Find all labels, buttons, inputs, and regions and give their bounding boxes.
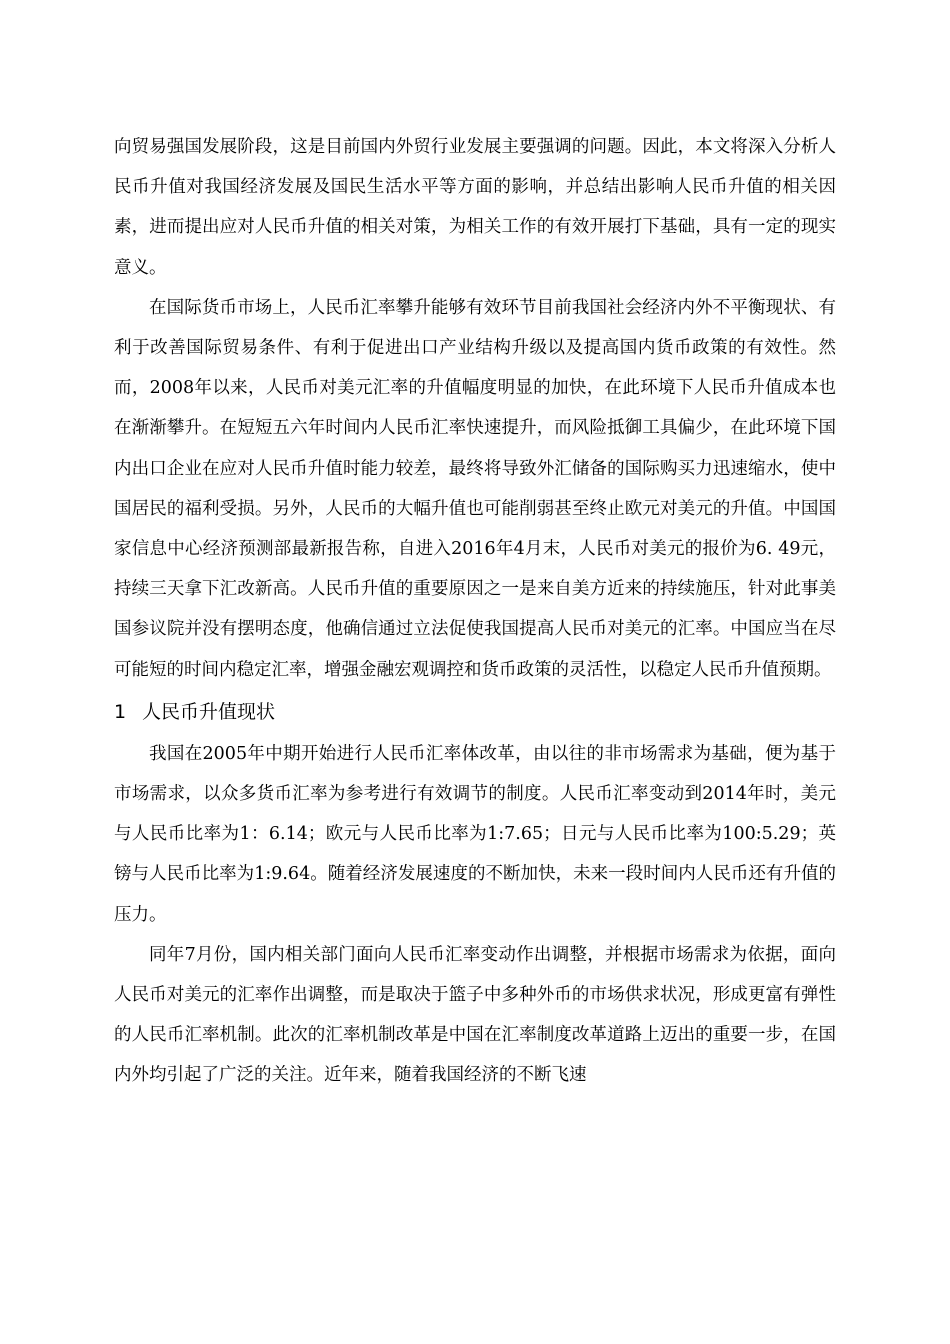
section-title: 人民币升值现状 [142, 700, 276, 723]
document-page [114, 127, 836, 1096]
paragraph-intro-continued: 向贸易强国发展阶段，这是目前国内外贸行业发展主要强调的问题。因此，本文将深入分析人民币升值对我国经济发展及国民生活水平等方面的影响，并总结出影响人民币升值的相关因素，进而提出应对人民币升值的相关对策，为相关工作的有效开展打下基础，具有一定的现实意义。 [114, 137, 836, 278]
paragraph-july-adjustment: 同年7月份，国内相关部门面向人民币汇率变动作出调整，并根据市场需求为依据，面向人民币对美元的汇率作出调整，而是取决于篮子中多种外币的市场供求状况，形成更富有弹性的人民币汇率机制。此次的汇率机制改革是中国在汇率制度改革道路上迈出的重要一步，在国内外均引起了广泛的关注。近年来，随着我国经济的不断飞速 [114, 944, 836, 1086]
section-number: 1 [114, 700, 127, 723]
paragraph-exchange-rate-background: 在国际货币市场上，人民币汇率攀升能够有效环节目前我国社会经济内外不平衡现状、有利于改善国际贸易条件、有利于促进出口产业结构升级以及提高国内货币政策的有效性。然而，2008年以来，人民币对美元汇率的升值幅度明显的加快，在此环境下人民币升值成本也在渐渐攀升。在短短五六年时间内人民币汇率快速提升，而风险抵御工具偏少，在此环境下国内出口企业在应对人民币升值时能力较差，最终将导致外汇储备的国际购买力迅速缩水，使中国居民的福利受损。另外，人民币的大幅升值也可能削弱甚至终止欧元对美元的升值。中国国家信息中心经济预测部最新报告称，自进入2016年4月末，人民币对美元的报价为6. 49元，持续三天拿下汇改新高。人民币升值的重要原因之一是来自美方近来的持续施压，针对此事美国参议院并没有摆明态度，他确信通过立法促使我国提高人民币对美元的汇率。中国应当在尽可能短的时间内稳定汇率，增强金融宏观调控和货币政策的灵活性，以稳定人民币升值预期。 [114, 297, 836, 680]
section-heading [114, 690, 836, 734]
paragraph-reform-2005: 我国在2005年中期开始进行人民币汇率体改革，由以往的非市场需求为基础，便为基于市场需求，以众多货币汇率为参考进行有效调节的制度。人民币汇率变动到2014年时，美元与人民币比率为1：6.14；欧元与人民币比率为1:7.65；日元与人民币比率为100:5.29；英镑与人民币比率为1:9.64。随着经济发展速度的不断加快，未来一段时间内人民币还有升值的压力。 [114, 743, 836, 925]
